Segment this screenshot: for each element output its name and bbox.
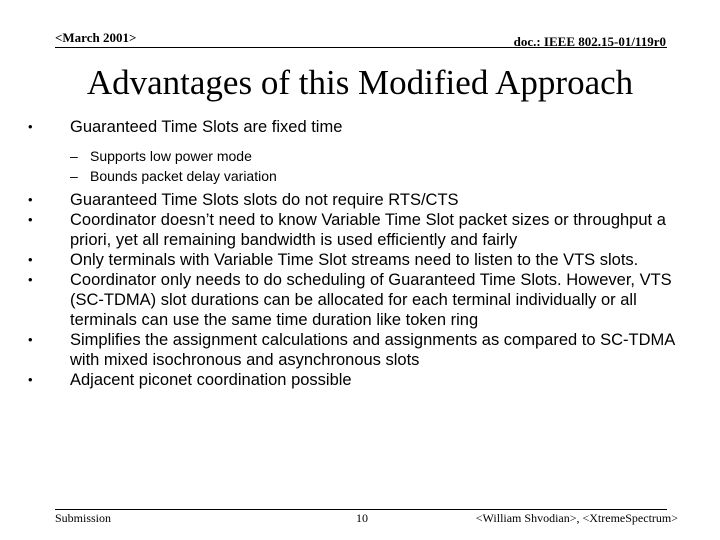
bullet-text: Adjacent piconet coordination possible — [70, 371, 352, 389]
bullet-text: Only terminals with Variable Time Slot streams need to listen to the VTS slots. — [70, 251, 639, 269]
bullet-item — [28, 250, 688, 270]
sub-bullet-item — [28, 166, 688, 186]
bullet-item — [28, 117, 688, 137]
bullet-text: Coordinator only needs to do scheduling of Guaranteed Time Slots. However, VTS (SC-TDMA) slot durations can be allocated for each terminal individually or all terminals can use the same time duration like token ring — [70, 271, 672, 329]
header-date: <March 2001> — [55, 30, 137, 45]
bullet-text: Guaranteed Time Slots are fixed time — [70, 118, 343, 136]
sub-bullet-text: Supports low power mode — [90, 148, 252, 164]
bullet-item — [28, 370, 688, 390]
header-doc-id: doc.: IEEE 802.15-01/119r0 — [513, 34, 666, 49]
page-number: 10 — [356, 511, 368, 525]
bullet-item — [28, 330, 688, 370]
sub-bullet-text: Bounds packet delay variation — [90, 168, 277, 184]
bullet-list — [28, 117, 688, 390]
bullet-icon: • — [28, 192, 33, 207]
dash-icon: – — [70, 168, 78, 184]
footer-divider — [55, 509, 667, 510]
slide-title: Advantages of this Modified Approach — [86, 63, 634, 102]
bullet-item — [28, 270, 688, 330]
footer-submission: Submission — [55, 511, 112, 525]
dash-icon: – — [70, 148, 78, 164]
sub-bullet-item — [28, 146, 688, 166]
bullet-text: Coordinator doesn’t need to know Variable Time Slot packet sizes or throughput a priori, yet all remaining bandwidth is used efficiently and fairly — [70, 211, 666, 249]
bullet-icon: • — [28, 252, 33, 267]
footer-authors: <William Shvodian>, <XtremeSpectrum> — [475, 511, 678, 525]
bullet-item — [28, 210, 688, 250]
bullet-icon: • — [28, 212, 33, 227]
sub-bullet-list — [28, 146, 688, 186]
header-divider — [55, 47, 667, 48]
bullet-item — [28, 190, 688, 210]
bullet-icon: • — [28, 372, 33, 387]
bullet-text: Guaranteed Time Slots slots do not require RTS/CTS — [70, 191, 459, 209]
bullet-icon: • — [28, 332, 33, 347]
bullet-text: Simplifies the assignment calculations and assignments as compared to SC-TDMA with mixed isochronous and asynchronous slots — [70, 331, 675, 369]
bullet-icon: • — [28, 119, 33, 134]
bullet-icon: • — [28, 272, 33, 287]
